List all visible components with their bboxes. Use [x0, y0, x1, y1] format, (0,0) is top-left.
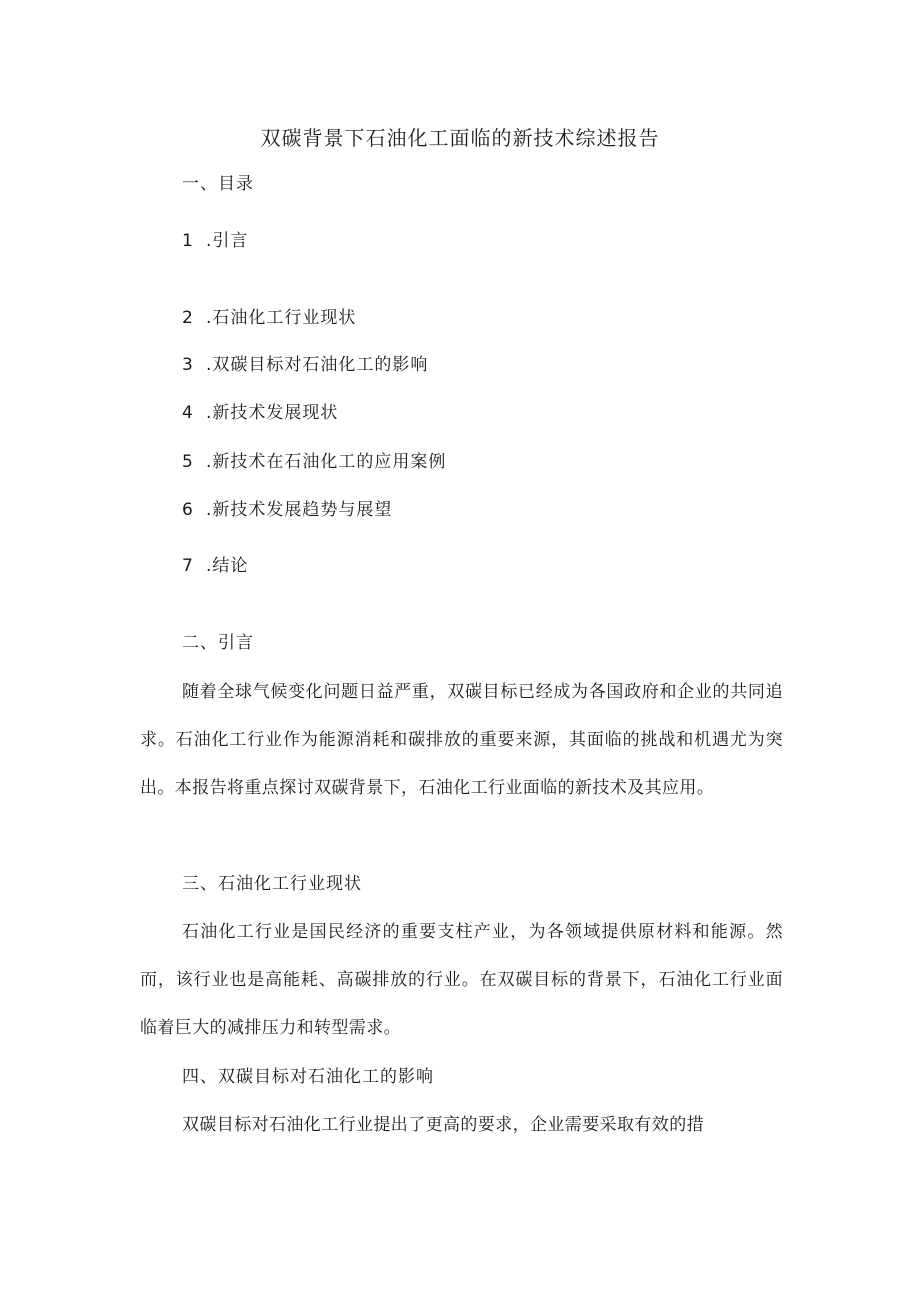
toc-item-number: 6	[182, 500, 194, 520]
toc-item	[182, 450, 446, 474]
section-paragraph: 石油化工行业是国民经济的重要支柱产业，为各领域提供原材料和能源。然而，该行业也是高能耗、高碳排放的行业。在双碳目标的背景下，石油化工行业面临着巨大的减排压力和转型需求。	[140, 922, 783, 1038]
section-heading: 四、双碳目标对石油化工的影响	[182, 1067, 434, 1087]
toc-item	[182, 353, 428, 377]
toc-item-label: .石油化工行业现状	[206, 308, 357, 328]
toc-item-number: 1	[182, 231, 194, 251]
toc-item-label: .新技术发展现状	[206, 403, 339, 423]
section-heading: 三、石油化工行业现状	[182, 874, 362, 894]
toc-item-label: .双碳目标对石油化工的影响	[206, 355, 429, 375]
toc-item-number: 4	[182, 403, 194, 423]
toc-heading: 一、目录	[182, 174, 254, 194]
toc-item-label: .新技术发展趋势与展望	[206, 500, 393, 520]
toc-item-number: 2	[182, 308, 194, 328]
toc-item-label: .新技术在石油化工的应用案例	[206, 452, 447, 472]
toc-item	[182, 554, 248, 578]
document-title: 双碳背景下石油化工面临的新技术综述报告	[260, 126, 660, 150]
toc-item-label: .结论	[206, 556, 249, 576]
section-paragraph: 双碳目标对石油化工行业提出了更高的要求，企业需要采取有效的措	[182, 1115, 704, 1135]
toc-item-label: .引言	[206, 231, 249, 251]
toc-item	[182, 401, 338, 425]
section-paragraph: 随着全球气候变化问题日益严重，双碳目标已经成为各国政府和企业的共同追求。石油化工行业作为能源消耗和碳排放的重要来源，其面临的挑战和机遇尤为突出。本报告将重点探讨双碳背景下，石油化工行业面临的新技术及其应用。	[140, 682, 783, 798]
toc-item	[182, 306, 356, 330]
toc-item-number: 5	[182, 452, 194, 472]
toc-item	[182, 498, 392, 522]
toc-item-number: 3	[182, 355, 194, 375]
toc-item	[182, 229, 248, 253]
toc-item-number: 7	[182, 556, 194, 576]
section-heading: 二、引言	[182, 633, 254, 653]
